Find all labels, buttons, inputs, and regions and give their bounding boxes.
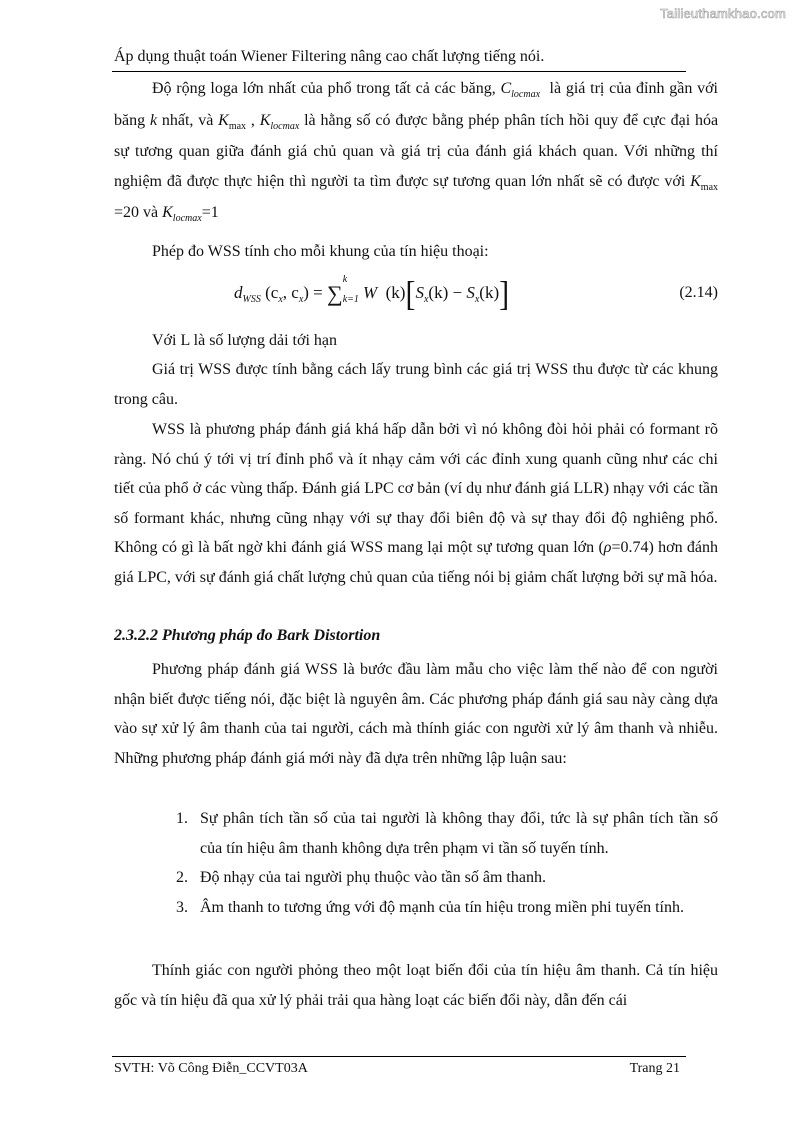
- paragraph-2: Phép đo WSS tính cho mỗi khung của tín hiệu thoại:: [152, 243, 489, 260]
- list-item: 1. Sự phân tích tần số của tai người là không thay đổi, tức là sự phân tích tần số của tín hiệu âm thanh không dựa trên phạm vi tần số tuyến tính.: [176, 810, 718, 857]
- paragraph-6: Phương pháp đánh giá WSS là bước đầu làm mẫu cho việc làm thế nào để con người nhận biết được tiếng nói, đặc biệt là nguyên âm. Các phương pháp đánh giá sau này càng dựa vào sự xử lý âm thanh của tai người, cách mà thính giác con người xử lý âm thanh và nhiễu. Những phương pháp đánh giá mới này đã dựa trên những lập luận sau:: [114, 661, 718, 767]
- equation-2-14: [114, 272, 718, 316]
- paragraph-1: Độ rộng loga lớn nhất của phổ trong tất cả các băng, $C_{locmax}$ là giá trị của đỉnh gần với băng k nhất, và $K_{max}$ , $K_{locmax}$ là hằng số có được bằng phép phân tích hồi quy để cực đại hóa sự tương quan giữa đánh giá chủ quan và giá trị của đánh giá khách quan. Với những thí nghiệm đã được thực hiện thì người ta tìm được sự tương quan lớn nhất sẽ có được với $K_{max} =20$ và $K_{locmax}=1$: [114, 80, 719, 225]
- footer-author: SVTH: Võ Công Điễn_CCVT03A: [114, 1061, 308, 1076]
- header-rule: [112, 71, 686, 72]
- numbered-list: [176, 804, 718, 922]
- watermark: Tailieuthamkhao.com: [660, 6, 786, 21]
- equation-number: (2.14): [679, 284, 718, 301]
- page-header: Áp dụng thuật toán Wiener Filtering nâng cao chất lượng tiếng nói.: [114, 48, 545, 65]
- equation-body: $d_{WSS}$ ($c_x$, $c_x$) = ∑ k k=1 W $(k)[S_x(k) - S_x(k)]$: [234, 274, 510, 314]
- paragraph-4: Giá trị WSS được tính bằng cách lấy trung bình các giá trị WSS thu được từ các khung trong câu.: [114, 361, 718, 408]
- footer-rule: [112, 1056, 686, 1057]
- list-item: 2. Độ nhạy của tai người phụ thuộc vào tần số âm thanh.: [176, 869, 546, 887]
- section-heading: 2.3.2.2 Phương pháp đo Bark Distortion: [114, 627, 381, 644]
- list-item: 3. Âm thanh to tương ứng với độ mạnh của tín hiệu trong miền phi tuyến tính.: [176, 898, 684, 916]
- page-number: Trang 21: [629, 1061, 680, 1076]
- paragraph-5: WSS là phương pháp đánh giá khá hấp dẫn bởi vì nó không đòi hỏi phải có formant rõ ràng. Nó chú ý tới vị trí đỉnh phổ và ít nhạy cảm với các đỉnh xung quanh cũng như các chi tiết của phổ ở các vùng thấp. Đánh giá LPC cơ bản (ví dụ như đánh giá LLR) nhạy với các tần số formant khác, nhưng cũng nhạy với sự thay đổi biên độ và sự thay đổi độ nghiêng phổ. Không có gì là bất ngờ khi đánh giá WSS mang lại một sự tương quan lớn (ρ=0.74) hơn đánh giá LPC, với sự đánh giá chất lượng chủ quan của tiếng nói bị giảm chất lượng bởi sự mã hóa.: [114, 421, 718, 586]
- paragraph-3: Với L là số lượng dải tới hạn: [152, 332, 337, 349]
- paragraph-7: Thính giác con người phỏng theo một loạt biến đổi của tín hiệu âm thanh. Cả tín hiệu gốc và tín hiệu đã qua xử lý phải trải qua hàng loạt các biến đổi này, dẫn đến cái: [114, 962, 718, 1009]
